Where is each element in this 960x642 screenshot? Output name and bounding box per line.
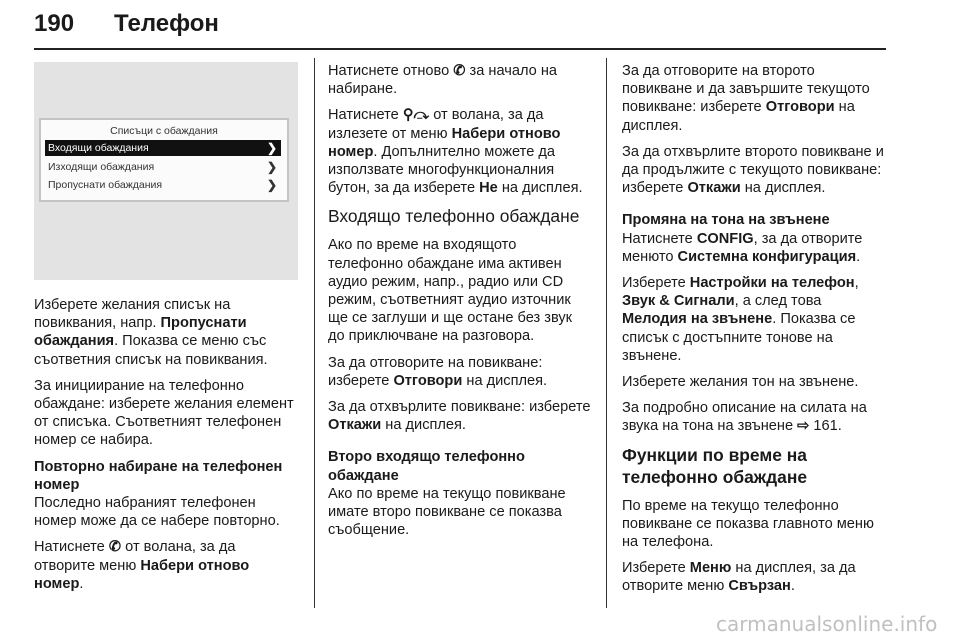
display-screen [39, 118, 289, 202]
menu-item-outgoing-calls[interactable] [45, 159, 281, 175]
header-rule [34, 48, 886, 50]
section-heading: Промяна на тона на звънене [622, 212, 830, 229]
section-heading: Второ входящо телефонно обаждане [328, 449, 525, 484]
menu-item-incoming-calls[interactable] [45, 140, 281, 156]
section-heading: Функции по време на телефонно обаждане [622, 444, 808, 487]
paragraph: Изберете Настройки на телефон, Звук & Сигнали, а след това Мелодия на звънене. Показва се списък с достъпните тонове на звънене. [622, 275, 859, 364]
menu-item-label: Изходящи обаждания [48, 161, 155, 173]
chevron-right-icon: ❯ [266, 141, 277, 155]
page-title: Телефон [114, 10, 219, 37]
paragraph: За инициирание на телефонно обаждане: изберете желания елемент от списъка. Съответният телефонен номер се набира. [34, 377, 294, 449]
paragraph: Изберете желания списък на повиквания, напр. Пропуснати обаждания. Показва се меню със съответния списък на повиквания. [34, 297, 268, 368]
phone-icon: ✆ [108, 539, 122, 556]
menu-item-label: Входящи обаждания [48, 142, 149, 154]
watermark: carmanualsonline.info [716, 612, 938, 636]
paragraph: По време на текущо телефонно повикване се показва главното меню на телефона. [622, 497, 874, 551]
paragraph: Изберете Меню на дисплея, за да отворите меню Свързан. [622, 560, 856, 595]
paragraph: Натиснете отново ✆ за начало на набиране. [328, 63, 558, 98]
paragraph: Натиснете ⚲⤼ от волана, за да излезете от меню Набери отново номер. Допълнително можете да използвате многофункционалния бутон, за да изберете Не на дисплея. [328, 107, 583, 197]
page-number: 190 [34, 10, 75, 37]
paragraph: За да отговорите на повикване: изберете Отговори на дисплея. [328, 354, 548, 389]
paragraph: Ако по време на текущо повикване имате второ повикване се показва съобщение. [328, 485, 566, 539]
paragraph: За да отхвърлите второто повикване и да продължите с текущото повикване: изберете Откажи на дисплея. [622, 143, 884, 197]
page-reference-icon: ⇨ [797, 418, 810, 435]
phone-icon: ✆ [453, 63, 466, 79]
column-3 [622, 62, 888, 604]
column-divider [606, 58, 607, 608]
paragraph: Изберете желания тон на звънене. [622, 374, 859, 391]
paragraph: Ако по време на входящото телефонно обаждане има активен аудио режим, напр., радио или CD режим, съответният аудио източник ще се заглуши и ще остане без звук до приключване на разговора. [328, 237, 573, 345]
paragraph: За подробно описание на силата на звука на тона на звънене ⇨ 161. [622, 400, 867, 435]
column-2 [328, 62, 592, 547]
paragraph: Натиснете ✆ от волана, за да отворите меню Набери отново номер. [34, 539, 250, 592]
chevron-right-icon: ❯ [266, 178, 277, 192]
screen-title: Списъци с обаждания [110, 125, 218, 137]
section-heading: Входящо телефонно обаждане [328, 206, 580, 227]
paragraph: Последно набраният телефонен номер може да се набере повторно. [34, 495, 280, 530]
display-illustration [34, 62, 298, 280]
column-1 [34, 62, 298, 601]
column-divider [314, 58, 315, 608]
end-call-icon: ⚲⤼ [402, 107, 430, 124]
paragraph: За да отхвърлите повикване: изберете Откажи на дисплея. [328, 399, 591, 434]
menu-item-missed-calls[interactable] [45, 177, 281, 193]
paragraph: За да отговорите на второто повикване и да завършите текущото повикване: изберете Отговори на дисплея. [622, 63, 870, 134]
paragraph: Натиснете CONFIG, за да отворите менюто Системна конфигурация. [622, 230, 863, 265]
page-header [34, 10, 886, 46]
section-heading: Повторно набиране на телефонен номер [34, 458, 283, 493]
menu-item-label: Пропуснати обаждания [48, 179, 163, 191]
chevron-right-icon: ❯ [266, 160, 277, 174]
